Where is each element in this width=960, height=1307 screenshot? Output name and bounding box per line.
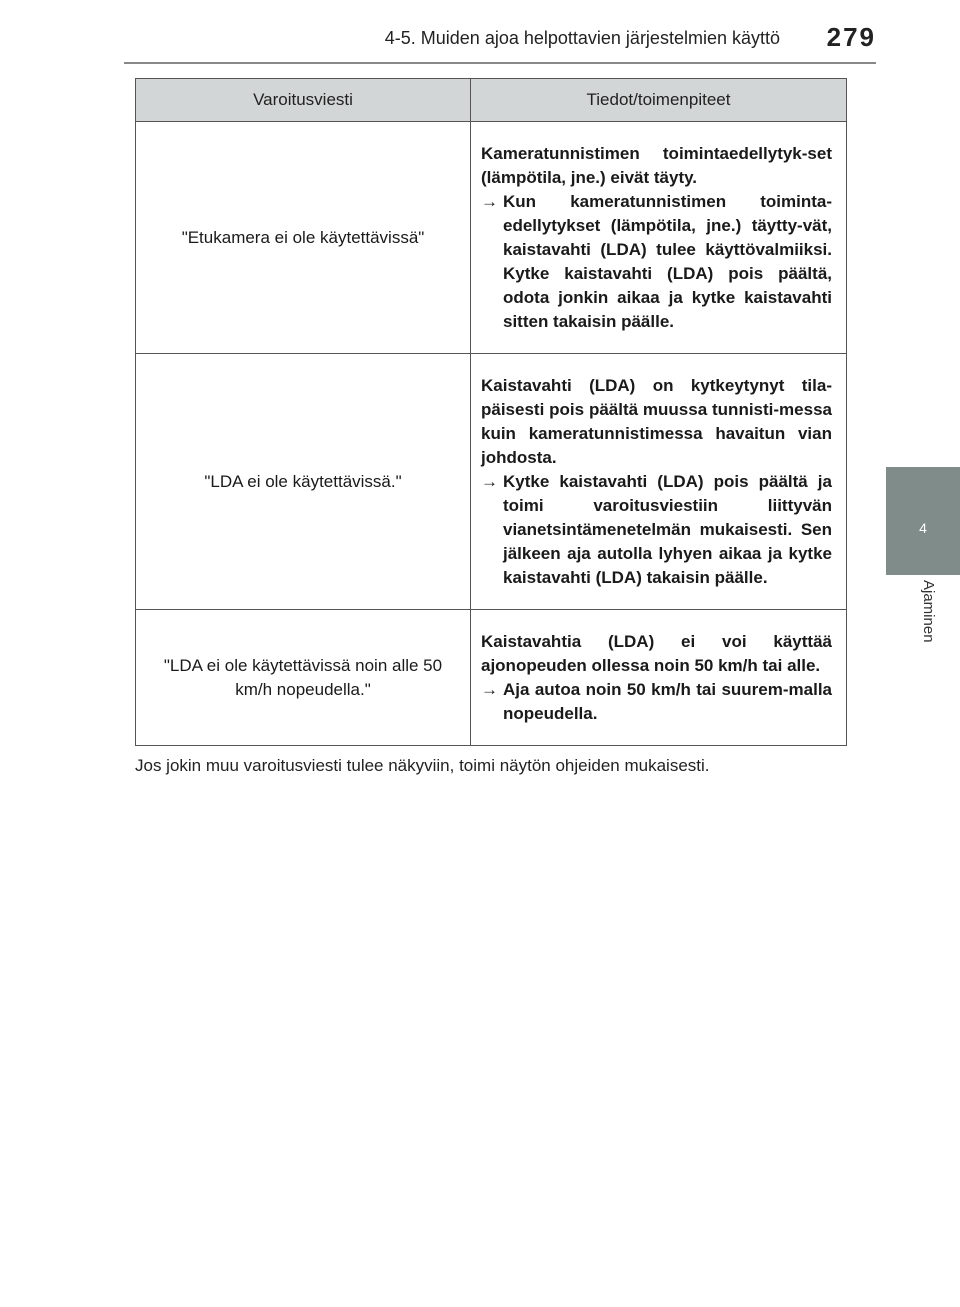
footer-note: Jos jokin muu varoitusviesti tulee näkyviin, toimi näytön ohjeiden mukaisesti. — [135, 756, 710, 775]
action-item — [481, 470, 832, 590]
action-text: Aja autoa noin 50 km/h tai suurem-malla nopeudella. — [503, 679, 832, 723]
column-header-message: Varoitusviesti — [136, 79, 471, 122]
warning-message-cell: "LDA ei ole käytettävissä." — [136, 354, 471, 610]
warning-message-cell: "LDA ei ole käytettävissä noin alle 50 km/h nopeudella." — [136, 610, 471, 746]
arrow-right-icon: → — [481, 471, 498, 491]
warning-message-cell: "Etukamera ei ole käytettävissä" — [136, 122, 471, 354]
chapter-number: 4 — [919, 520, 927, 536]
page-header — [0, 0, 960, 60]
table-row — [136, 122, 847, 354]
arrow-right-icon: → — [481, 679, 498, 699]
table-row — [136, 354, 847, 610]
info-cell — [471, 354, 847, 610]
section-title: 4-5. Muiden ajoa helpottavien järjestelmien käyttö — [384, 28, 780, 48]
warning-message-table — [135, 78, 847, 746]
info-text: Kaistavahti (LDA) on kytkeytynyt tila-päisesti pois päältä muussa tunnisti-messa kuin kameratunnistimessa havaitun vian johdosta. — [481, 375, 832, 467]
chapter-title-container — [892, 580, 952, 680]
page-number: 279 — [826, 22, 876, 52]
column-header-info: Tiedot/toimenpiteet — [471, 79, 847, 122]
action-text: Kytke kaistavahti (LDA) pois päältä ja toimi varoitusviestiin liittyvän vianetsintämenetelmän mukaisesti. Sen jälkeen aja autolla lyhyen aikaa ja kytke kaistavahti (LDA) takaisin päälle. — [503, 471, 832, 587]
action-item — [481, 190, 832, 334]
info-text: Kaistavahtia (LDA) ei voi käyttää ajonopeuden ollessa noin 50 km/h tai alle. — [481, 631, 832, 675]
info-cell — [471, 610, 847, 746]
action-item — [481, 678, 832, 726]
arrow-right-icon: → — [481, 191, 498, 211]
table-row — [136, 610, 847, 746]
table-header-row — [136, 79, 847, 122]
chapter-title: Ajaminen — [920, 580, 937, 643]
action-text: Kun kameratunnistimen toiminta-edellytykset (lämpötila, jne.) täytty-vät, kaistavahti (LDA) tulee käyttövalmiiksi. Kytke kaistavahti (LDA) pois päältä, odota jonkin aikaa ja kytke kaistavahti sitten takaisin päälle. — [503, 191, 832, 331]
info-text: Kameratunnistimen toimintaedellytyk-set (lämpötila, jne.) eivät täyty. — [481, 143, 832, 187]
header-divider — [124, 62, 876, 64]
info-cell — [471, 122, 847, 354]
